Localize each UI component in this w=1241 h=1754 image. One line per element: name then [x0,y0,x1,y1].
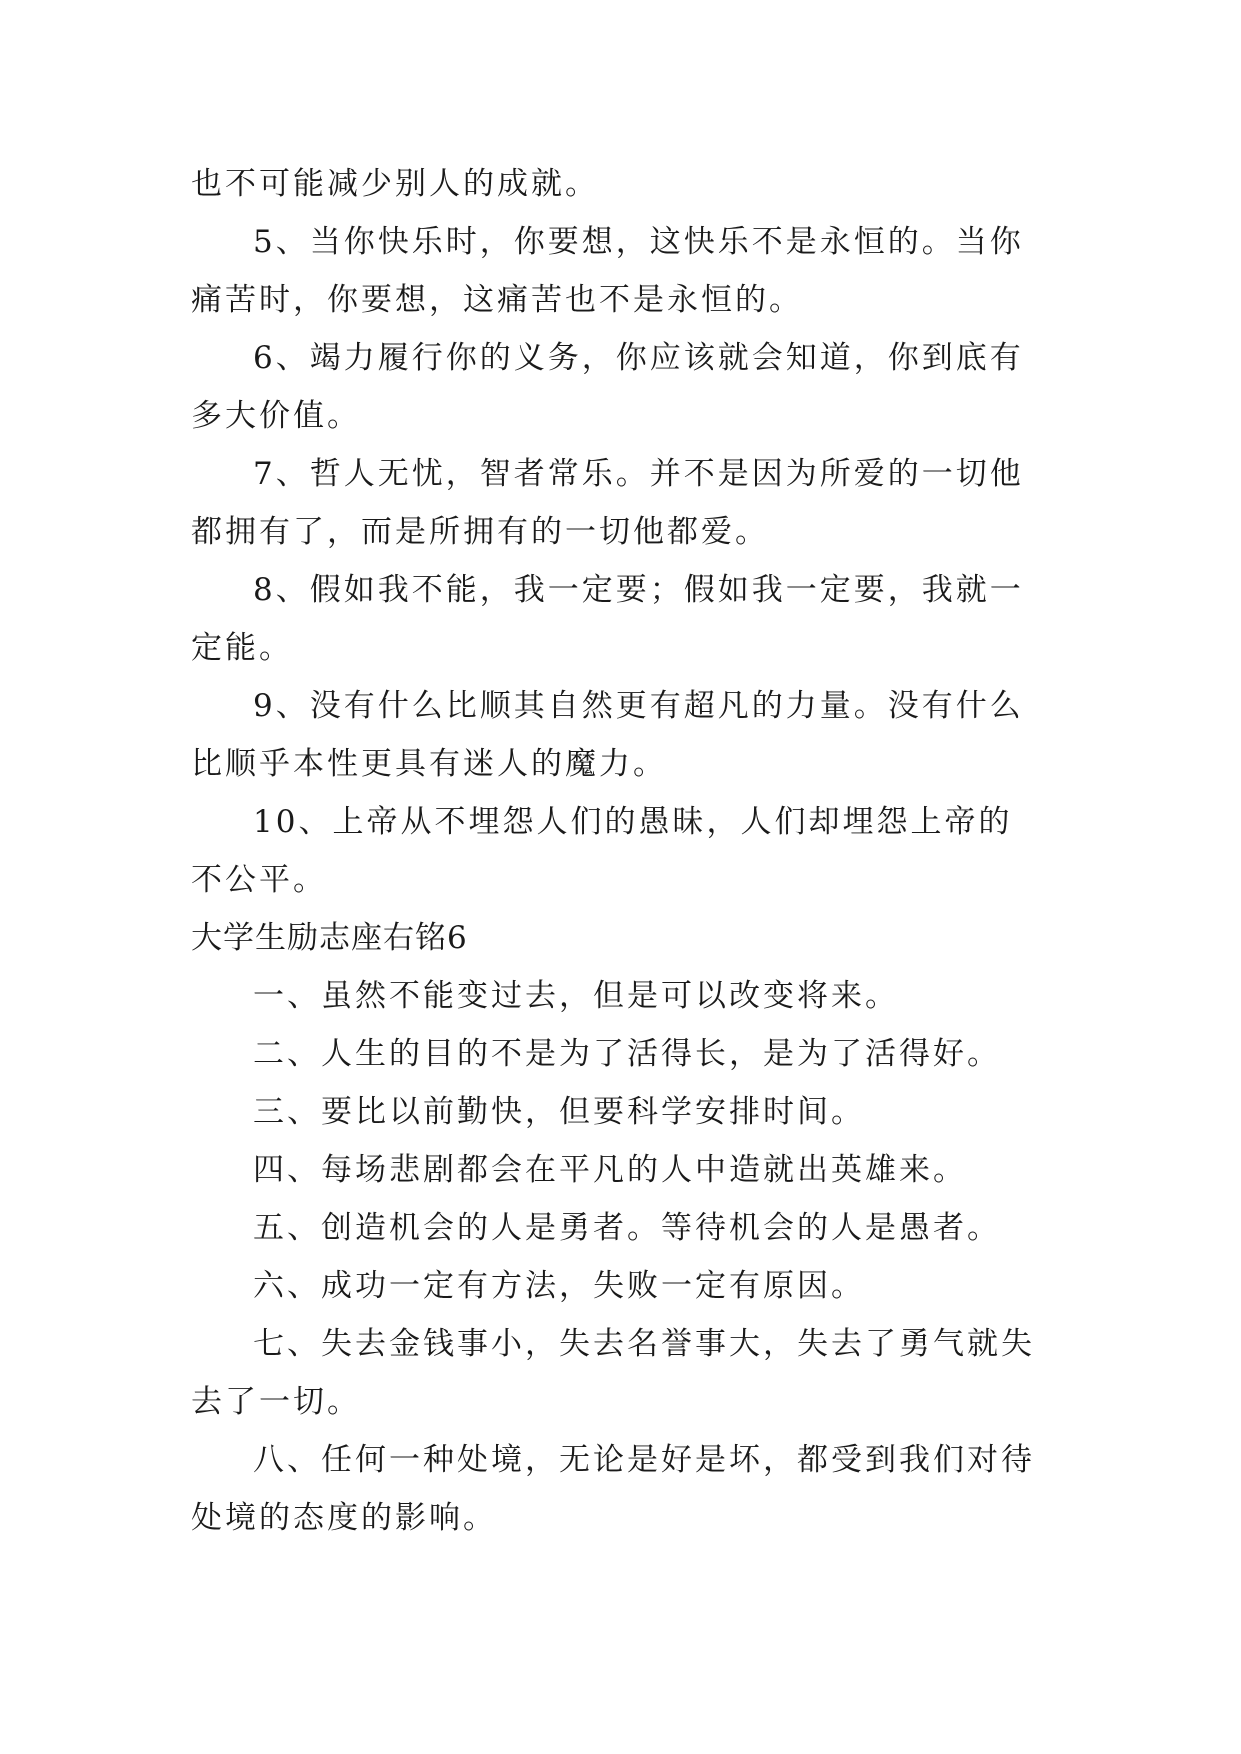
quote-item-9: 9、没有什么比顺其自然更有超凡的力量。没有什么比顺乎本性更具有迷人的魔力。 [191,688,1024,782]
motto-item-3: 三、要比以前勤快，但要科学安排时间。 [253,1094,865,1130]
motto-item-6: 六、成功一定有方法，失败一定有原因。 [253,1268,865,1304]
motto-item-7: 七、失去金钱事小，失去名誉事大，失去了勇气就失去了一切。 [191,1326,1035,1420]
motto-item-5: 五、创造机会的人是勇者。等待机会的人是愚者。 [253,1210,1001,1246]
motto-item-2: 二、人生的目的不是为了活得长，是为了活得好。 [253,1036,1001,1072]
document-body [191,155,1043,1547]
section-heading: 大学生励志座右铭6 [191,920,468,956]
motto-item-4: 四、每场悲剧都会在平凡的人中造就出英雄来。 [253,1152,967,1188]
quote-item-6: 6、竭力履行你的义务，你应该就会知道，你到底有多大价值。 [191,340,1024,434]
quote-item-5: 5、当你快乐时，你要想，这快乐不是永恒的。当你痛苦时，你要想，这痛苦也不是永恒的。 [191,224,1024,318]
quote-item-10: 10、上帝从不埋怨人们的愚昧，人们却埋怨上帝的不公平。 [191,804,1013,898]
quote-item-7: 7、哲人无忧，智者常乐。并不是因为所爱的一切他都拥有了，而是所拥有的一切他都爱。 [191,456,1024,550]
motto-item-8: 八、任何一种处境，无论是好是坏，都受到我们对待处境的态度的影响。 [191,1442,1035,1536]
continuation-paragraph: 也不可能减少别人的成就。 [191,166,599,202]
motto-item-1: 一、虽然不能变过去，但是可以改变将来。 [253,978,899,1014]
quote-item-8: 8、假如我不能，我一定要；假如我一定要，我就一定能。 [191,572,1024,666]
